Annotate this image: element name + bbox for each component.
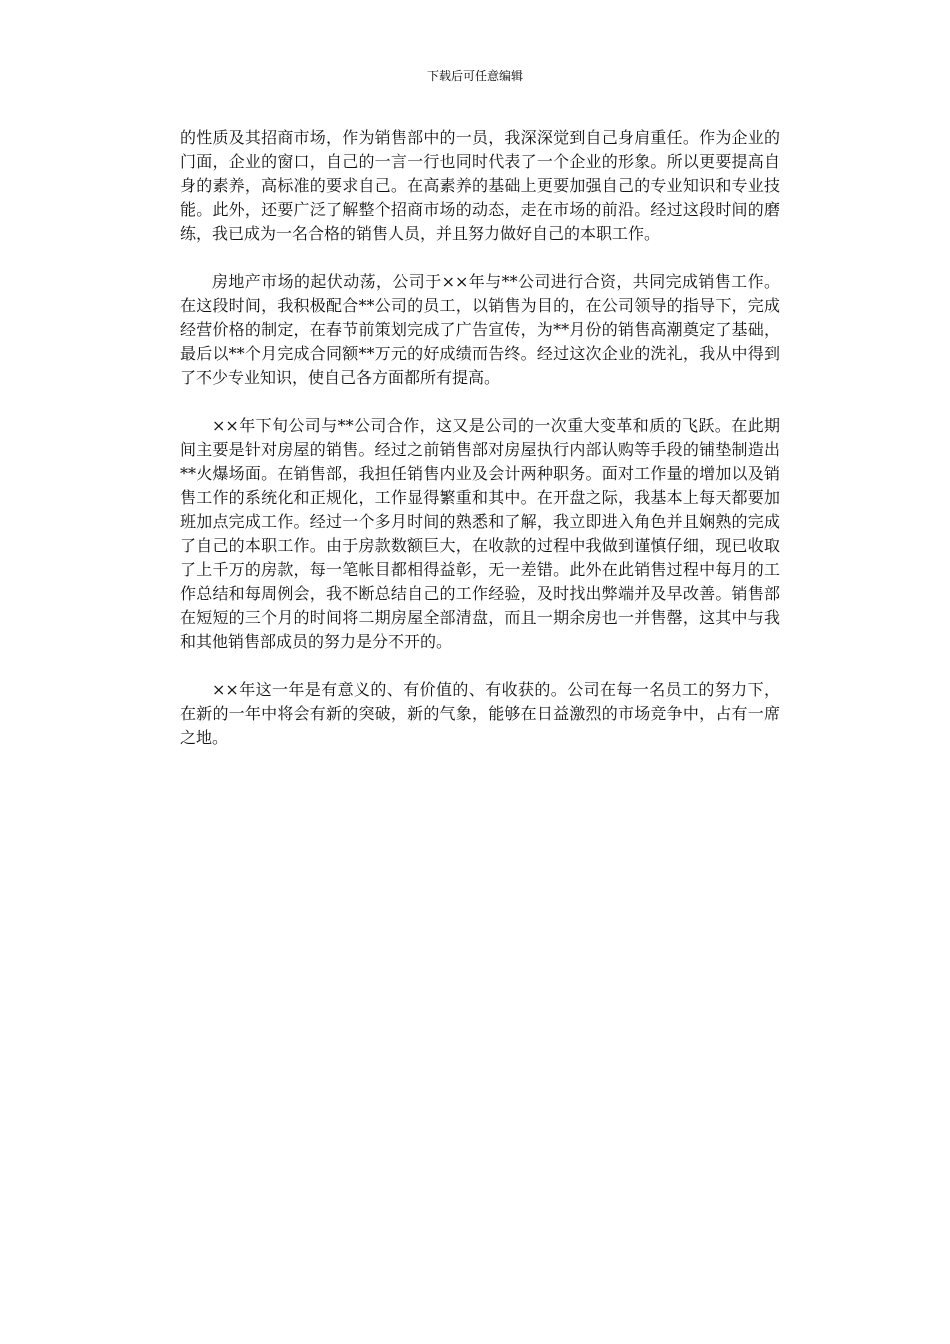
- paragraph-3: ××年下旬公司与**公司合作，这又是公司的一次重大变革和质的飞跃。在此期间主要是针对房屋的销售。经过之前销售部对房屋执行内部认购等手段的铺垫制造出**火爆场面。在销售部，我担任销售内业及会计两种职务。面对工作量的增加以及销售工作的系统化和正规化，工作显得繁重和其中。在开盘之际，我基本上每天都要加班加点完成工作。经过一个多月时间的熟悉和了解，我立即进入角色并且娴熟的完成了自己的本职工作。由于房款数额巨大，在收款的过程中我做到谨慎仔细，现已收取了上千万的房款，每一笔帐目都相得益彰，无一差错。此外在此销售过程中每月的工作总结和每周例会，我不断总结自己的工作经验，及时找出弊端并及早改善。销售部在短短的三个月的时间将二期房屋全部清盘，而且一期余房也一并售罄，这其中与我和其他销售部成员的努力是分不开的。: [180, 416, 780, 651]
- paragraph-2: 房地产市场的起伏动荡，公司于××年与**公司进行合资，共同完成销售工作。在这段时间，我积极配合**公司的员工，以销售为目的，在公司领导的指导下，完成经营价格的制定，在春节前策划完成了广告宣传，为**月份的销售高潮奠定了基础，最后以**个月完成合同额**万元的好成绩而告终。经过这次企业的洗礼，我从中得到了不少专业知识，使自己各方面都所有提高。: [180, 272, 780, 387]
- paragraph-4: ××年这一年是有意义的、有价值的、有收获的。公司在每一名员工的努力下，在新的一年中将会有新的突破，新的气象，能够在日益激烈的市场竞争中，占有一席之地。: [180, 680, 780, 747]
- paragraph-1: 的性质及其招商市场，作为销售部中的一员，我深深觉到自己身肩重任。作为企业的门面，企业的窗口，自己的一言一行也同时代表了一个企业的形象。所以更要提高自身的素养，高标准的要求自己。在高素养的基础上更要加强自己的专业知识和专业技能。此外，还要广泛了解整个招商市场的动态，走在市场的前沿。经过这段时间的磨练，我已成为一名合格的销售人员，并且努力做好自己的本职工作。: [180, 128, 780, 243]
- page-header: 下载后可任意编辑: [426, 69, 523, 83]
- document-body: [180, 126, 780, 774]
